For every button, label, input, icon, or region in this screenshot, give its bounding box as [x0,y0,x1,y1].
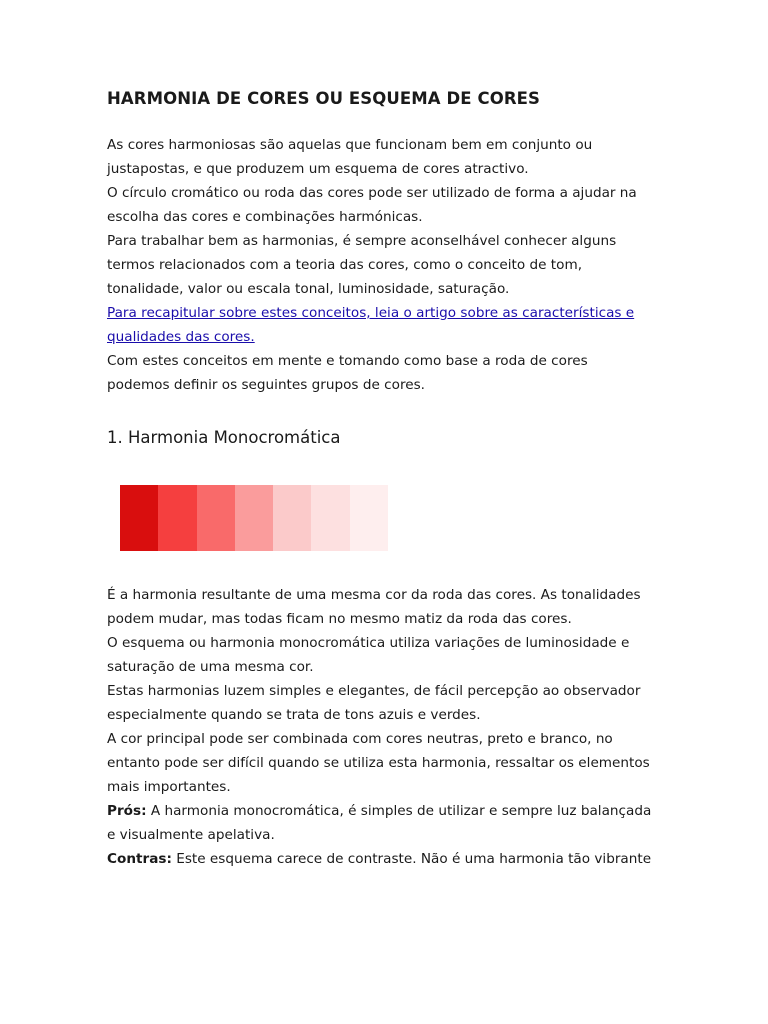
text-line: entanto pode ser difícil quando se utiliza esta harmonia, ressaltar os elementos [107,755,650,771]
color-swatch [158,485,196,551]
article-link[interactable] [107,325,637,349]
text-line: É a harmonia resultante de uma mesma cor da roda das cores. As tonalidades [107,587,641,603]
cons-label: Contras: [107,851,172,867]
page-title: HARMONIA DE CORES OU ESQUEMA DE CORES [107,89,541,108]
monochrome-swatch-strip [120,485,388,551]
article-link-text[interactable]: qualidades das cores. [107,329,255,345]
color-swatch [235,485,273,551]
intro-paragraph [107,133,637,397]
text-line: O círculo cromático ou roda das cores pode ser utilizado de forma a ajudar na [107,185,637,201]
pros-line [107,799,651,823]
cons-text: Este esquema carece de contraste. Não é uma harmonia tão vibrante [171,851,652,867]
text-line: podem mudar, mas todas ficam no mesmo matiz da roda das cores. [107,611,572,627]
article-link-text[interactable]: Para recapitular sobre estes conceitos, leia o artigo sobre as características e [107,305,635,321]
text-line: tonalidade, valor ou escala tonal, luminosidade, saturação. [107,281,510,297]
section-paragraph [107,583,651,871]
text-line: justapostas, e que produzem um esquema de cores atractivo. [107,161,529,177]
text-line: saturação de uma mesma cor. [107,659,314,675]
text-line: podemos definir os seguintes grupos de cores. [107,377,425,393]
pros-text: A harmonia monocromática, é simples de utilizar e sempre luz balançada [146,803,652,819]
text-line: Com estes conceitos em mente e tomando como base a roda de cores [107,353,588,369]
color-swatch [120,485,158,551]
color-swatch [273,485,311,551]
color-swatch [350,485,388,551]
text-line: escolha das cores e combinações harmónicas. [107,209,423,225]
text-line: A cor principal pode ser combinada com cores neutras, preto e branco, no [107,731,613,747]
text-line: termos relacionados com a teoria das cores, como o conceito de tom, [107,257,583,273]
text-line: As cores harmoniosas são aquelas que funcionam bem em conjunto ou [107,137,593,153]
text-line: O esquema ou harmonia monocromática utiliza variações de luminosidade e [107,635,630,651]
cons-line [107,847,651,871]
pros-label: Prós: [107,803,147,819]
text-line: mais importantes. [107,779,231,795]
article-link[interactable] [107,301,637,325]
text-line: especialmente quando se trata de tons azuis e verdes. [107,707,481,723]
color-swatch [197,485,235,551]
text-line: Para trabalhar bem as harmonias, é sempre aconselhável conhecer alguns [107,233,617,249]
color-swatch [311,485,349,551]
text-line: e visualmente apelativa. [107,827,275,843]
section-heading: 1. Harmonia Monocromática [107,428,341,447]
text-line: Estas harmonias luzem simples e elegantes, de fácil percepção ao observador [107,683,641,699]
